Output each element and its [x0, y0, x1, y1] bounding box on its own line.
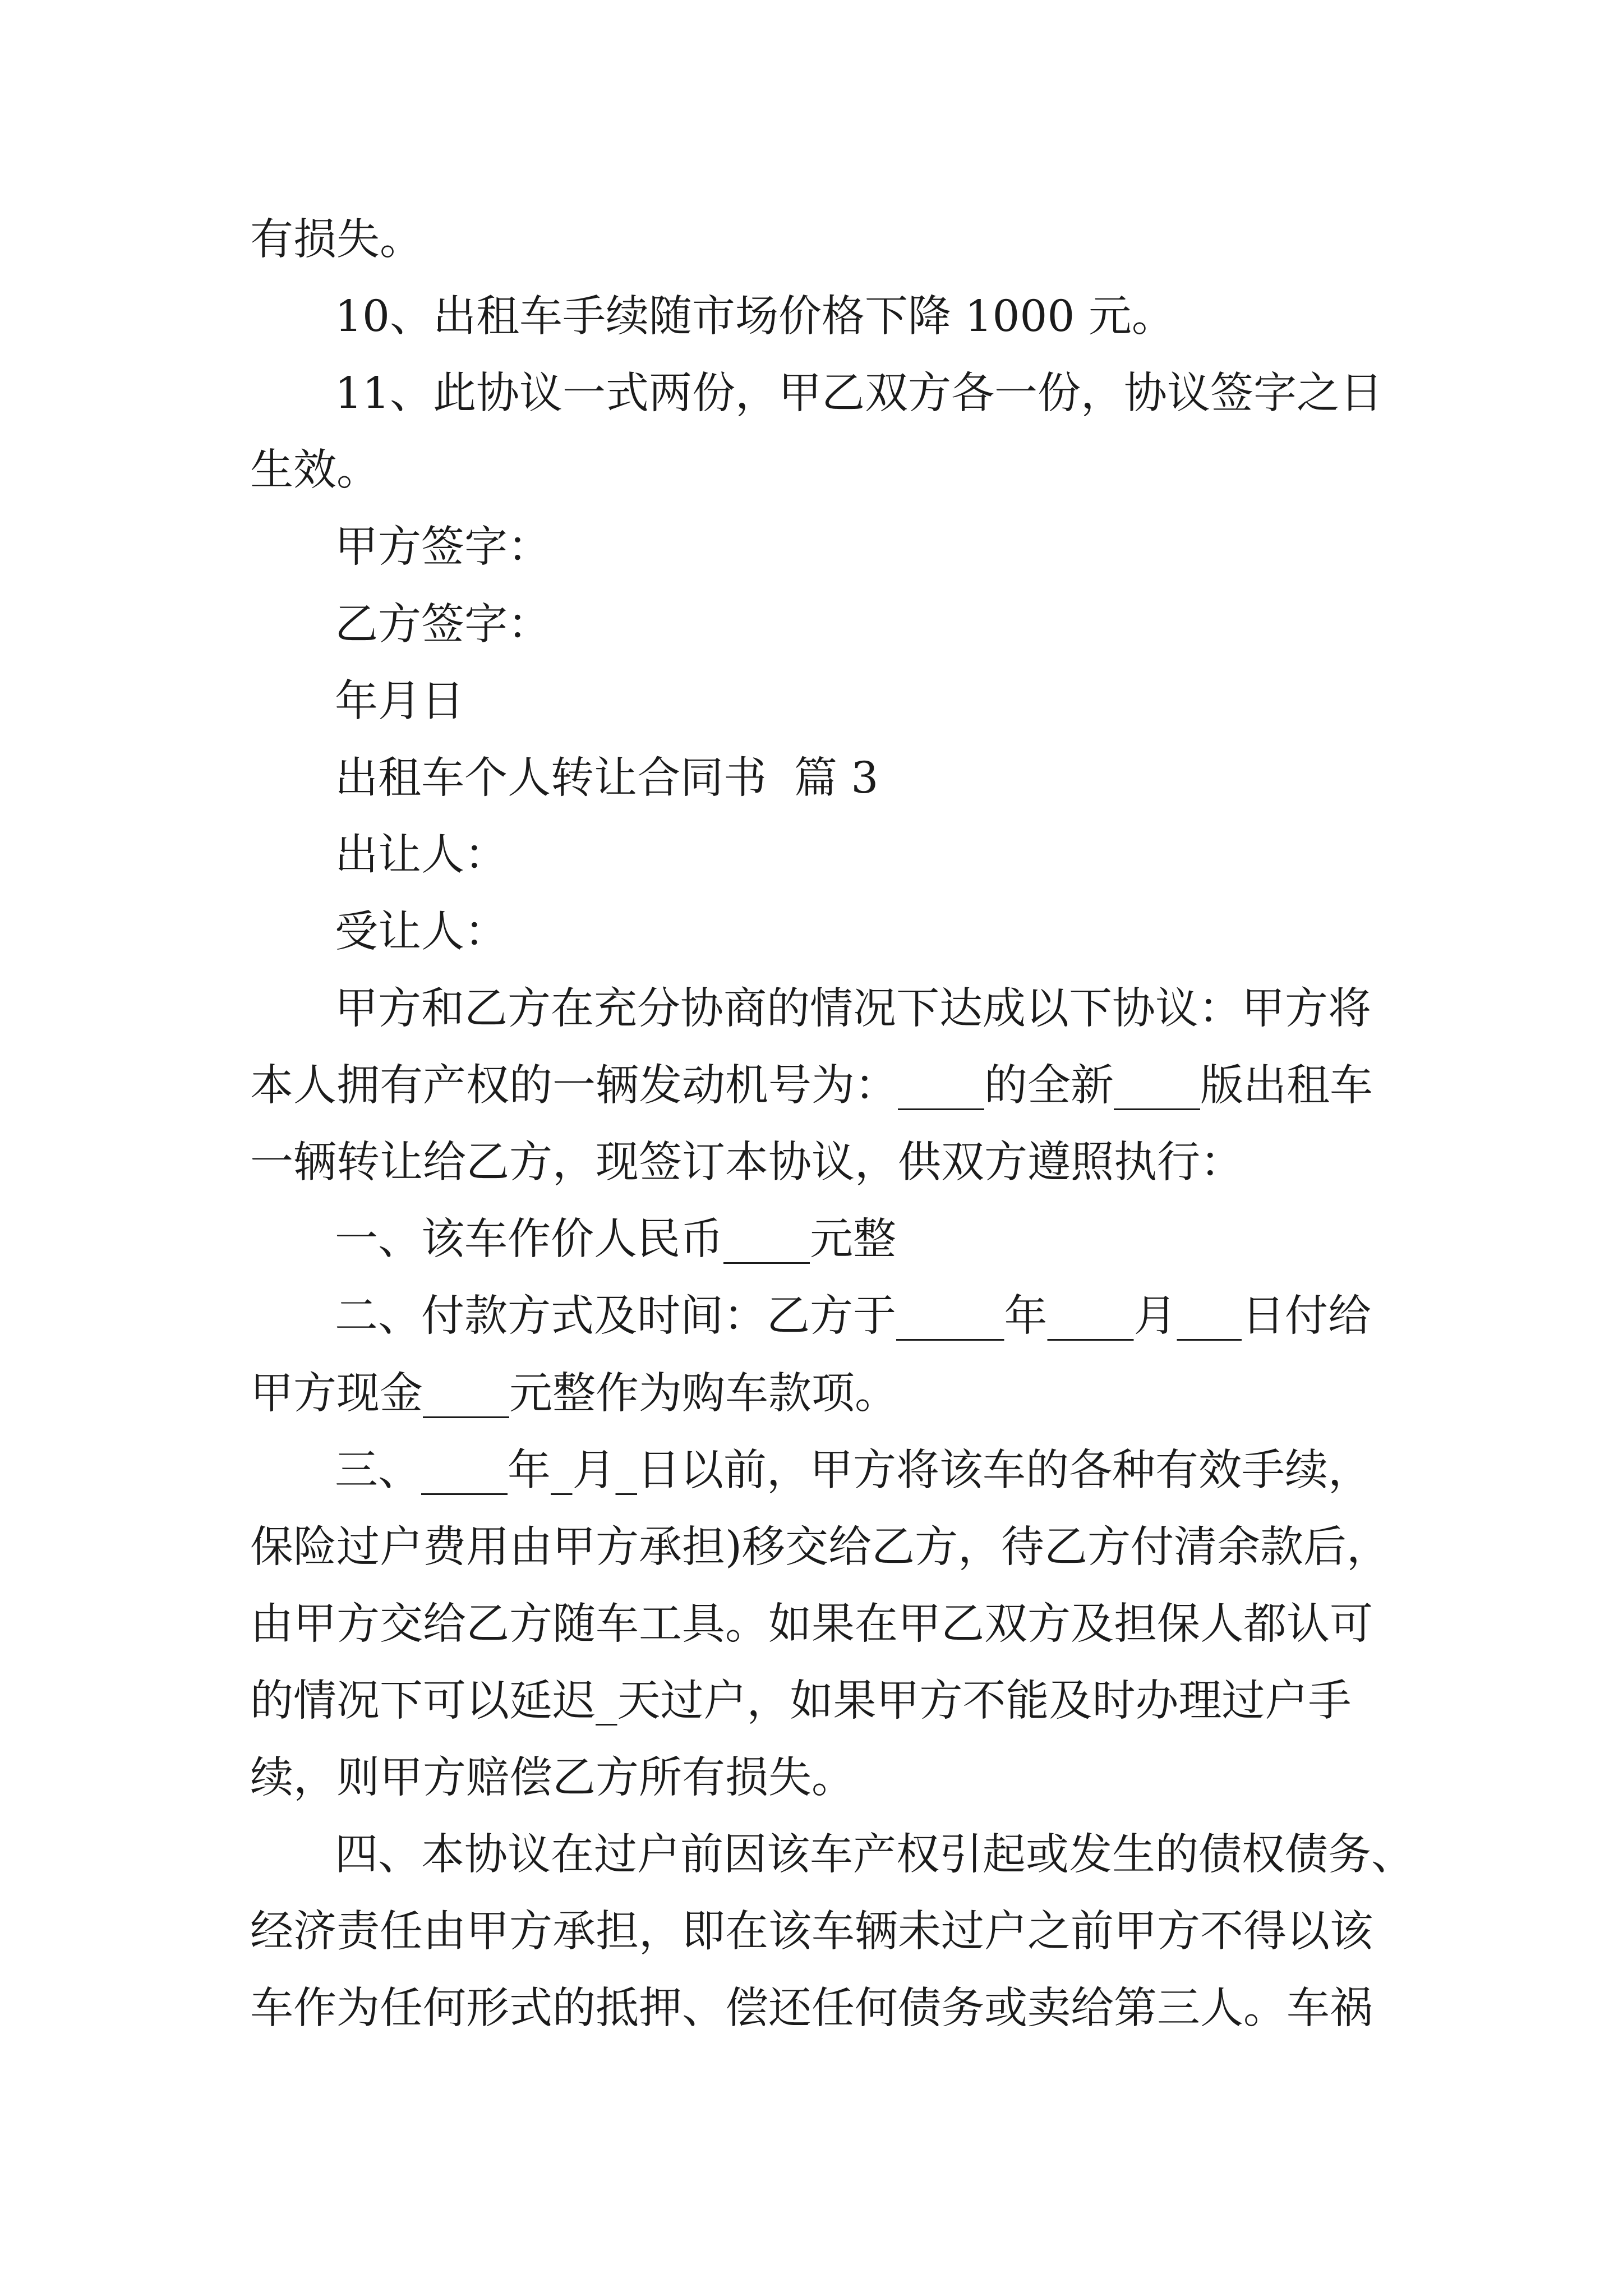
doc-line: 受让人： — [335, 907, 508, 957]
doc-line: 车作为任何形式的抵押、偿还任何债务或卖给第三人。车祸 — [250, 1984, 1373, 2034]
doc-line: 11、此协议一式两份，甲乙双方各一份，协议签字之日 — [335, 369, 1383, 419]
doc-line: 年月日 — [335, 676, 464, 726]
doc-line: 乙方签字： — [335, 599, 551, 650]
doc-line: 生效。 — [250, 445, 380, 496]
section-heading: 出租车个人转让合同书 篇 3 — [335, 753, 879, 803]
doc-line: 二、付款方式及时间：乙方于_____年____月___日付给 — [335, 1291, 1371, 1342]
doc-line: 续，则甲方赔偿乙方所有损失。 — [250, 1753, 855, 1803]
doc-line: 保险过户费用由甲方承担)移交给乙方，待乙方付清余款后， — [250, 1522, 1390, 1572]
doc-line: 经济责任由甲方承担，即在该车辆未过户之前甲方不得以该 — [250, 1907, 1373, 1957]
doc-line: 有损失。 — [250, 215, 423, 265]
doc-line: 的情况下可以延迟_天过户，如果甲方不能及时办理过户手 — [250, 1676, 1352, 1726]
doc-line: 一、该车作价人民币____元整 — [335, 1214, 896, 1265]
doc-line: 甲方和乙方在充分协商的情况下达成以下协议：甲方将 — [335, 984, 1371, 1034]
doc-line: 10、出租车手续随市场价格下降 1000 元。 — [335, 292, 1175, 342]
doc-line: 一辆转让给乙方，现签订本协议，供双方遵照执行： — [250, 1138, 1243, 1188]
doc-line: 四、本协议在过户前因该车产权引起或发生的债权债务、 — [335, 1830, 1414, 1880]
doc-line: 甲方签字： — [335, 522, 551, 573]
doc-line: 甲方现金____元整作为购车款项。 — [250, 1368, 898, 1419]
doc-line: 出让人： — [335, 830, 508, 880]
doc-line: 本人拥有产权的一辆发动机号为：____的全新____版出租车 — [250, 1061, 1373, 1111]
doc-line: 三、____年_月_日以前，甲方将该车的各种有效手续， — [335, 1445, 1371, 1496]
doc-line: 由甲方交给乙方随车工具。如果在甲乙双方及担保人都认可 — [250, 1599, 1373, 1649]
